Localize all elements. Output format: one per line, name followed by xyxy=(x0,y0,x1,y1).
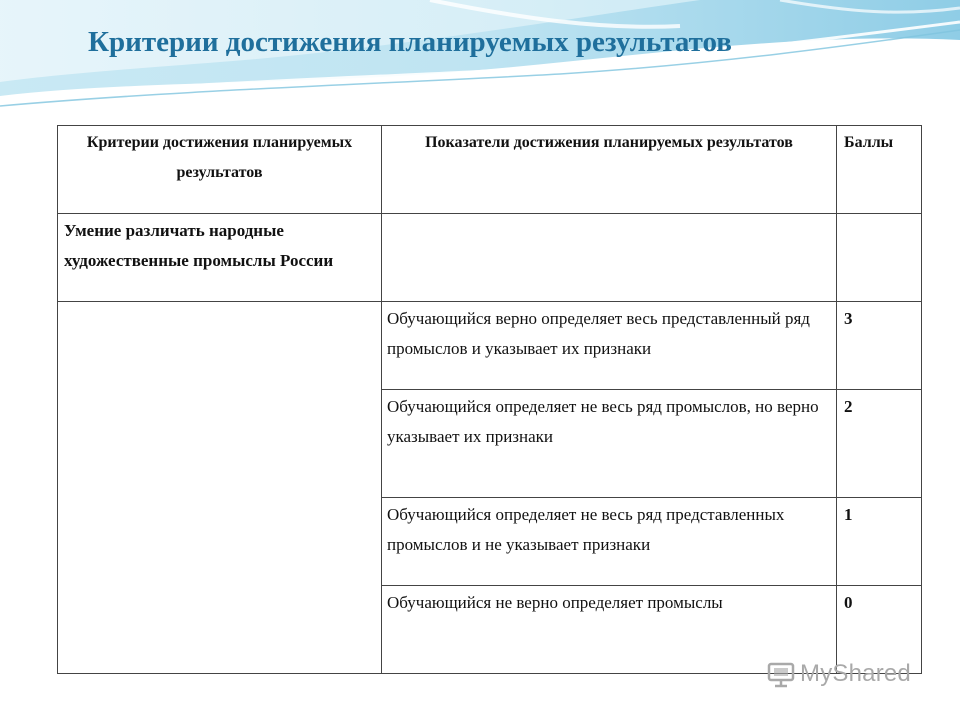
indicator-cell: Обучающийся определяет не весь ряд промыслов, но верно указывает их признаки xyxy=(382,390,837,498)
indicator-cell: Обучающийся верно определяет весь представленный ряд промыслов и указывает их признаки xyxy=(382,302,837,390)
header-criteria: Критерии достижения планируемых результатов xyxy=(58,126,382,214)
empty-cell xyxy=(837,214,922,302)
criteria-table xyxy=(57,125,922,674)
table-row xyxy=(58,302,922,390)
indicator-cell: Обучающийся определяет не весь ряд представленных промыслов и не указывает признаки xyxy=(382,498,837,586)
criterion-cell: Умение различать народные художественные промыслы России xyxy=(58,214,382,302)
merged-empty-cell xyxy=(58,302,382,674)
indicator-cell: Обучающийся не верно определяет промыслы xyxy=(382,586,837,674)
watermark xyxy=(766,656,926,692)
slide-title: Критерии достижения планируемых результатов xyxy=(88,26,732,58)
score-cell: 0 xyxy=(837,586,922,674)
empty-cell xyxy=(382,214,837,302)
watermark-text: MyShared xyxy=(800,660,911,687)
table-row xyxy=(58,214,922,302)
score-cell: 3 xyxy=(837,302,922,390)
header-wave-decoration xyxy=(0,0,960,120)
score-cell: 1 xyxy=(837,498,922,586)
table-header-row xyxy=(58,126,922,214)
score-cell: 2 xyxy=(837,390,922,498)
header-indicators: Показатели достижения планируемых результатов xyxy=(382,126,837,214)
header-score: Баллы xyxy=(837,126,922,214)
presentation-board-icon xyxy=(766,659,796,689)
